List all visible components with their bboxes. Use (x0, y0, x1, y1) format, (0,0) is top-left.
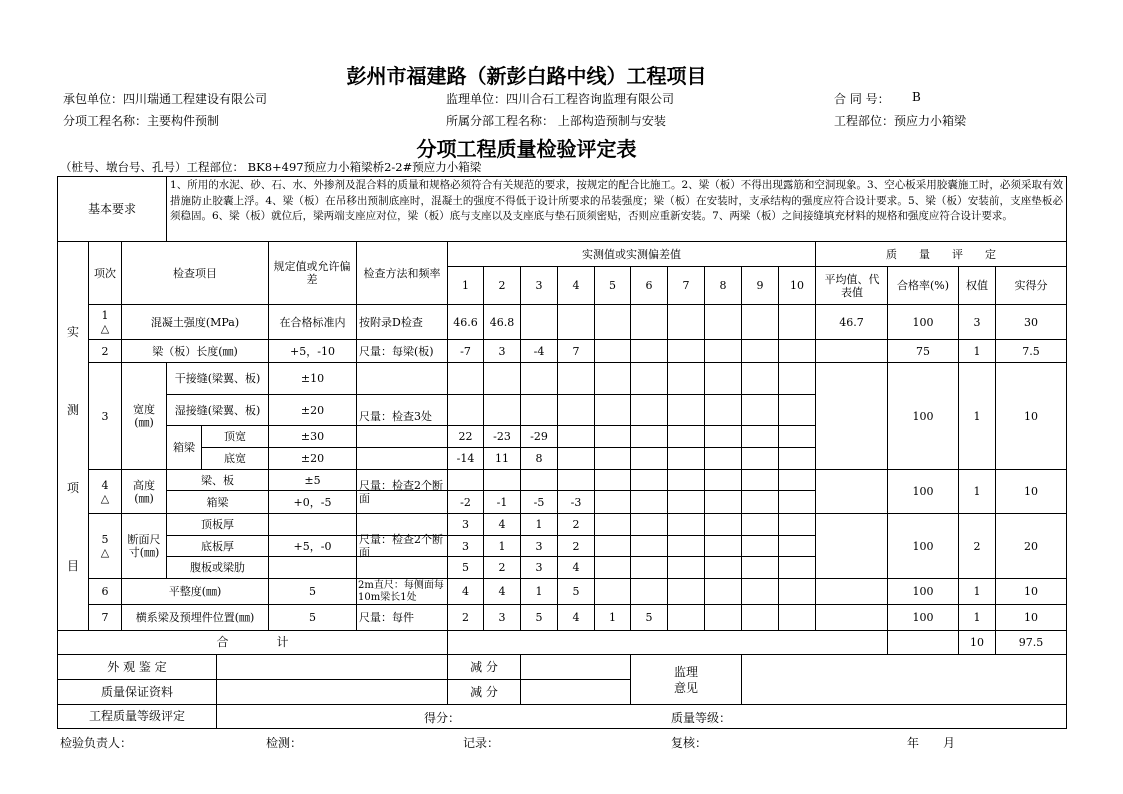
row7-val-2: 3 (498, 611, 506, 624)
row3-method: 尺量：检查3处 (359, 409, 432, 423)
row6-rate: 100 (912, 585, 934, 598)
contract-no: B (912, 90, 921, 104)
row5-method: 尺量：检查2个断面 (359, 533, 443, 559)
row7-item: 横系梁及预埋件位置(㎜) (135, 611, 255, 624)
row7-no: 7 (101, 611, 109, 624)
row7-spec: 5 (309, 611, 316, 624)
row4-sub2: 箱梁 (206, 495, 229, 509)
header-spec: 规定值或允许偏差 (273, 260, 351, 286)
row5-c-val-4: 4 (572, 561, 580, 574)
row6-val-2: 4 (498, 585, 506, 598)
row2-weight: 1 (973, 344, 981, 358)
row6-val-4: 5 (572, 585, 580, 598)
row5-b-val-3: 3 (535, 539, 543, 553)
row7-val-6: 5 (645, 611, 653, 624)
header-weight: 权值 (966, 279, 988, 292)
row5-a-val-3: 1 (535, 518, 543, 531)
row4-val-4: -3 (570, 495, 582, 509)
row5-no: 5 △ (100, 533, 110, 559)
row1-weight: 3 (973, 315, 981, 329)
header-col-5: 5 (609, 279, 616, 292)
row7-val-5: 1 (609, 611, 616, 624)
basic-requirements-text: 1、所用的水泥、砂、石、水、外掺剂及混合料的质量和规格必须符合有关规范的要求，按规定的配合比施工。2、梁（板）不得出现露筋和空洞现象。3、空心板采用胶囊施工时，必须采取有效措施防止胶囊上浮。4、梁（板）在吊移出预制底座时，混凝土的强度不得低于设计所要求的吊装强度；梁（板）在安装时，支承结构的强度应符合设计要求。5、梁（板）安装前，支座垫板必须稳固。6、梁（板）就位后，梁两端支座应对位，梁（板）底与支座以及支座底与垫石顶须密贴，否则应重新安装。7、两梁（板）之间接缝填充材料的规格和强度应符合设计要求。 (170, 179, 1063, 222)
row5-rate: 100 (912, 539, 934, 553)
points-label: 得分： (424, 711, 461, 725)
row2-score: 7.5 (1022, 344, 1040, 358)
row3-top-val-3: -29 (530, 430, 548, 443)
row4-val-1: -2 (460, 495, 471, 509)
row3-group: 宽度(㎜) (133, 403, 155, 429)
header-col-9: 9 (756, 279, 764, 292)
row2-val-4: 7 (572, 344, 580, 358)
row4-val-2: -1 (496, 495, 508, 509)
row3-sub1: 干接缝(梁翼、板) (174, 372, 261, 385)
row5-group: 断面尺寸(㎜) (127, 533, 161, 559)
row5-c-val-3: 3 (535, 561, 543, 574)
row3-sub4: 底宽 (224, 452, 246, 465)
row1-item: 混凝土强度(MPa) (150, 315, 240, 329)
row5-weight: 2 (973, 539, 981, 553)
quality-docs-label: 质量保证资料 (100, 684, 173, 699)
side-label-4: 目 (66, 558, 79, 573)
row5-c-val-1: 5 (462, 561, 469, 574)
row3-top-val-2: -23 (493, 430, 511, 443)
form-title: 分项工程质量检验评定表 (416, 137, 637, 161)
header-col-10: 10 (790, 279, 804, 292)
row5-score: 20 (1024, 539, 1038, 553)
total-score: 97.5 (1018, 636, 1044, 649)
row4-weight: 1 (973, 485, 981, 498)
total-weight: 10 (970, 636, 984, 649)
row4-no: 4 △ (100, 478, 110, 505)
grade-label: 质量等级： (671, 711, 732, 725)
row4-group: 高度(㎜) (133, 478, 155, 505)
date-label: 年 月 (907, 736, 956, 750)
row6-item: 平整度(㎜) (168, 585, 222, 598)
row3-weight: 1 (973, 409, 981, 423)
work-location: 工程部位：预应力小箱梁 (834, 114, 967, 128)
row4-spec2: +0，-5 (293, 495, 332, 509)
header-method: 检查方法和频率 (363, 266, 441, 280)
supervision-opinion-label: 监理 意见 (673, 664, 698, 695)
row2-item: 梁（板）长度(㎜) (152, 344, 238, 358)
row5-b-val-2: 1 (498, 539, 506, 553)
row6-weight: 1 (973, 585, 981, 598)
row1-rate: 100 (912, 315, 934, 329)
side-label-2: 测 (66, 402, 79, 417)
row6-score: 10 (1024, 585, 1038, 598)
row3-bottom-val-3: 8 (535, 452, 543, 465)
header-col-8: 8 (719, 279, 727, 292)
row4-val-3: -5 (533, 495, 545, 509)
row3-no: 3 (101, 409, 109, 423)
row1-no: 1 △ (100, 309, 110, 335)
header-col-4: 4 (572, 279, 580, 292)
row3-box: 箱梁 (173, 441, 195, 454)
header-quality: 质 量 评 定 (886, 247, 996, 261)
header-check-item: 检查项目 (173, 266, 217, 280)
row6-val-1: 4 (462, 585, 469, 598)
row5-sub3: 腹板或梁肋 (190, 561, 245, 574)
row2-rate: 75 (916, 344, 930, 358)
row4-sub1: 梁、板 (201, 473, 234, 487)
row1-val-1: 46.6 (453, 315, 478, 329)
appearance-deduct-label: 减 分 (470, 659, 498, 674)
header-col-2: 2 (498, 279, 506, 292)
header-score: 实得分 (1014, 279, 1048, 292)
row7-val-1: 2 (462, 611, 469, 624)
row2-method: 尺量：每梁(板) (359, 344, 434, 358)
row2-spec: +5，-10 (290, 344, 335, 358)
contract-label: 合 同 号： (834, 92, 890, 106)
row3-spec4: ±20 (300, 452, 325, 465)
grade-eval-label: 工程质量等级评定 (88, 709, 185, 723)
row2-val-2: 3 (498, 344, 506, 358)
supervisor: 监理单位：四川合石工程咨询监理有限公司 (446, 92, 675, 106)
row1-method: 按附录D检查 (359, 315, 423, 329)
row5-a-val-4: 2 (572, 518, 580, 531)
row3-rate: 100 (912, 409, 934, 423)
row4-method: 尺量：检查2个断面 (359, 478, 443, 505)
header-col-7: 7 (682, 279, 690, 292)
header-col-3: 3 (535, 279, 543, 292)
recorder-label: 记录： (463, 736, 500, 750)
row3-spec2: ±20 (300, 403, 325, 417)
row5-spec: +5，-0 (293, 539, 332, 553)
row6-no: 6 (101, 585, 109, 598)
row5-b-val-1: 3 (462, 539, 469, 553)
row3-sub3: 顶宽 (224, 430, 246, 443)
row2-val-3: -4 (533, 344, 545, 358)
reviewer-label: 复核： (671, 736, 708, 750)
row3-score: 10 (1024, 409, 1038, 423)
row5-sub2: 底板厚 (201, 539, 234, 553)
row7-score: 10 (1024, 611, 1038, 624)
header-measured: 实测值或实测偏差值 (582, 247, 681, 261)
header-col-1: 1 (462, 279, 469, 292)
row5-sub1: 顶板厚 (201, 518, 234, 531)
row5-a-val-2: 4 (498, 518, 506, 531)
row2-val-1: -7 (460, 344, 471, 358)
row3-top-val-1: 22 (458, 430, 473, 443)
row3-spec1: ±10 (300, 372, 325, 385)
header-rate: 合格率(%) (896, 279, 950, 292)
row3-bottom-val-1: -14 (456, 452, 475, 465)
row1-val-2: 46.8 (489, 315, 515, 329)
row6-method: 2m直尺：每侧面每10m梁长1处 (358, 579, 444, 603)
basic-requirements-label: 基本要求 (87, 201, 136, 216)
docs-deduct-label: 减 分 (470, 684, 498, 699)
subproject-name: 分项工程名称：主要构件预制 (63, 114, 220, 128)
row7-rate: 100 (912, 611, 934, 624)
side-label-1: 实 (66, 324, 79, 339)
row7-val-4: 4 (572, 611, 580, 624)
header-item-no: 项次 (94, 266, 116, 280)
project-title: 彭州市福建路（新彭白路中线）工程项目 (346, 64, 707, 88)
row5-c-val-2: 2 (498, 561, 506, 574)
row3-bottom-val-2: 11 (495, 452, 509, 465)
row4-score: 10 (1024, 485, 1038, 498)
row7-method: 尺量：每件 (359, 611, 414, 624)
pile-line: （桩号、墩台号、孔号）工程部位： BK8+497预应力小箱梁桥2-2#预应力小箱梁 (60, 160, 482, 174)
row7-weight: 1 (973, 611, 981, 624)
tester-label: 检测： (266, 736, 303, 750)
row1-score: 30 (1024, 315, 1038, 329)
row1-spec: 在合格标准内 (279, 315, 346, 329)
row4-spec1: ±5 (304, 473, 321, 487)
row5-a-val-1: 3 (462, 518, 469, 531)
side-label-3: 项 (66, 480, 79, 495)
row5-b-val-4: 2 (572, 539, 580, 553)
row7-val-3: 5 (535, 611, 543, 624)
division-name: 所属分部工程名称： 上部构造预制与安装 (446, 114, 666, 128)
row6-val-3: 1 (535, 585, 543, 598)
row2-no: 2 (101, 344, 109, 358)
header-col-6: 6 (645, 279, 653, 292)
row3-spec3: ±30 (300, 430, 325, 443)
row3-sub2: 湿接缝(梁翼、板) (174, 403, 261, 417)
header-avg: 平均值、代表值 (824, 272, 880, 299)
contractor: 承包单位：四川瑞通工程建设有限公司 (63, 92, 268, 106)
row1-avg: 46.7 (839, 315, 864, 329)
row4-rate: 100 (912, 485, 934, 498)
appearance-label: 外 观 鉴 定 (107, 659, 167, 674)
total-label: 合 计 (216, 635, 289, 649)
inspector-label: 检验负责人： (60, 736, 133, 750)
row6-spec: 5 (309, 585, 316, 598)
